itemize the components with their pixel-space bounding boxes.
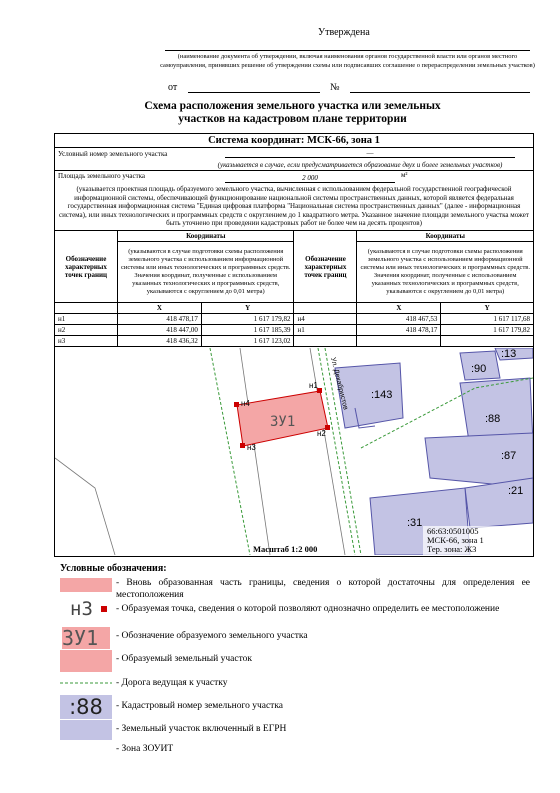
from-label: от (168, 82, 178, 93)
point-id: н1 (294, 325, 357, 336)
map-info-line: МСК-66, зона 1 (427, 535, 484, 545)
point-header-right: Обозначение характерных точек границ (294, 231, 357, 303)
table-row (55, 325, 534, 336)
legend-item: - Образуемая точка, сведения о которой позволяют однозначно определить ее местоположение (116, 604, 500, 614)
legend-zouit-swatch (60, 742, 112, 756)
coords-note-left: (указываются в случае подготовки схемы расположения земельного участка с использованием информационной системы или иных технологических и программных средств. Значения координат, полученные с использованием указанных технологических и программных средств, указываются с округлением до 0,01 метра) (118, 242, 294, 303)
divider (55, 170, 533, 171)
number-field (350, 92, 530, 93)
cadastral-label: :87 (501, 450, 517, 462)
map-info-line: Тер. зона: Ж3 (427, 544, 477, 554)
approved-label: Утверждена (318, 27, 370, 38)
y-value: 1 617 179,82 (201, 314, 294, 325)
legend-parcel-swatch (60, 650, 112, 672)
point-id: н4 (294, 314, 357, 325)
area-unit: м² (401, 171, 408, 179)
y-value: 1 617 123,02 (201, 336, 294, 347)
legend-road-swatch (60, 674, 112, 692)
area-label: Площадь земельного участка (58, 172, 146, 180)
cadastral-label: :31 (407, 517, 423, 529)
legend-point-marker (101, 606, 107, 612)
point-n4-marker (234, 402, 239, 407)
approval-note: (наименование документа об утверждении, включая наименования органов государственной власти или органов местного самоуправления, принявших решение об утверждении схемы или подписавших соглашение о перераспределении земельных участков) (160, 53, 535, 69)
y-value: 1 617 117,68 (441, 314, 534, 325)
legend-item: - Обозначение образуемого земельного участка (116, 631, 308, 641)
approval-doc-line (165, 50, 530, 51)
area-note: (указывается проектная площадь образуемого земельного участка, вычисленная с использованием федеральной государственной географической информационной системы, обеспечивающей функционирование национальной системы пространственных данных, которой является федеральная государственная информационная система "Единая цифровая платформа "Национальная система пространственных данных" (далее - информационная система), или иных технологических и программных средств с округлением до 1 квадратного метра. Указанное значение площади земельного участка может быть уточнено при проведении кадастровых работ не более чем на десять процентов) (59, 185, 529, 227)
x-value: 418 478,17 (118, 314, 202, 325)
road-line (210, 348, 250, 555)
map-scale: Масштаб 1:2 000 (253, 544, 318, 554)
point-n2-label: н2 (317, 429, 326, 438)
coord-system-title: Система координат: МСК-66, зона 1 (55, 134, 533, 148)
street-label: Ул. Декабристов (329, 356, 349, 411)
number-label: № (330, 82, 340, 93)
coords-note-right: (указываются в случае подготовки схемы расположения земельного участка с использованием информационной системы или иных технологических и программных средств. Значения координат, полученные с использованием указанных технологических и программных средств, указываются с округлением до 0,01 метра) (357, 242, 534, 303)
legend-item: - Кадастровый номер земельного участка (116, 701, 284, 711)
map-info-line: 66:63:0501005 (427, 526, 479, 536)
cadastral-label: :21 (508, 485, 524, 497)
legend-item: - Образуемый земельный участок (116, 654, 252, 664)
point-n3-label: н3 (247, 443, 256, 452)
cadastral-label: :88 (485, 413, 501, 425)
point-n3-marker (240, 443, 245, 448)
parcel-label: ЗУ1 (270, 414, 296, 430)
y-value: 1 617 185,39 (201, 325, 294, 336)
point-id: н2 (55, 325, 118, 336)
legend-title: Условные обозначения: (60, 563, 167, 574)
y-value: 1 617 179,82 (441, 325, 534, 336)
point-n4-label: н4 (241, 399, 250, 408)
conditional-number-value: — (225, 149, 515, 158)
coords-header-right: Координаты (357, 231, 534, 242)
legend-item: - Вновь образованная часть границы, сведения о которой достаточны для определения ее местоположения (116, 578, 530, 600)
cadastral-label: :90 (471, 363, 487, 375)
point-id: н1 (55, 314, 118, 325)
x-header-left: X (118, 303, 202, 314)
legend-parcel-label-sample: ЗУ1 (62, 627, 110, 649)
cadastral-map (55, 348, 533, 555)
conditional-number-note: (указывается в случае, если предусматривается образование двух и более земельных участков) (217, 161, 503, 169)
conditional-number-label: Условный номер земельного участка (58, 150, 168, 158)
parcel-87 (425, 433, 533, 488)
y-header-right: Y (441, 303, 534, 314)
point-n1-label: н1 (309, 381, 318, 390)
point-header-left: Обозначение характерных точек границ (55, 231, 118, 303)
x-value: 418 478,17 (357, 325, 441, 336)
x-header-right: X (357, 303, 441, 314)
cadastral-label: :143 (371, 389, 393, 401)
x-value: 418 467,53 (357, 314, 441, 325)
x-value: 418 447,00 (118, 325, 202, 336)
legend-point-sample: н3 (70, 598, 93, 620)
y-header-left: Y (201, 303, 294, 314)
table-row (55, 336, 534, 347)
scheme-frame (54, 133, 534, 557)
table-row (55, 314, 534, 325)
document-title: Схема расположения земельного участка или земельных участков на кадастровом плане территории (144, 100, 441, 125)
x-value: 418 436,32 (118, 336, 202, 347)
coords-header-left: Координаты (118, 231, 294, 242)
legend-item: - Зона ЗОУИТ (116, 744, 174, 754)
coordinates-table (54, 230, 534, 347)
cadastral-label: :13 (501, 348, 517, 360)
date-field (188, 92, 320, 93)
legend-item: - Дорога ведущая к участку (116, 678, 228, 688)
legend-egrn-swatch (60, 720, 112, 740)
legend-item: - Земельный участок включенный в ЕГРН (116, 724, 287, 734)
point-id: н3 (55, 336, 118, 347)
legend-cadastral-sample: :88 (60, 695, 112, 719)
legend-boundary-swatch (60, 578, 112, 592)
area-value: 2 000 (225, 174, 395, 183)
